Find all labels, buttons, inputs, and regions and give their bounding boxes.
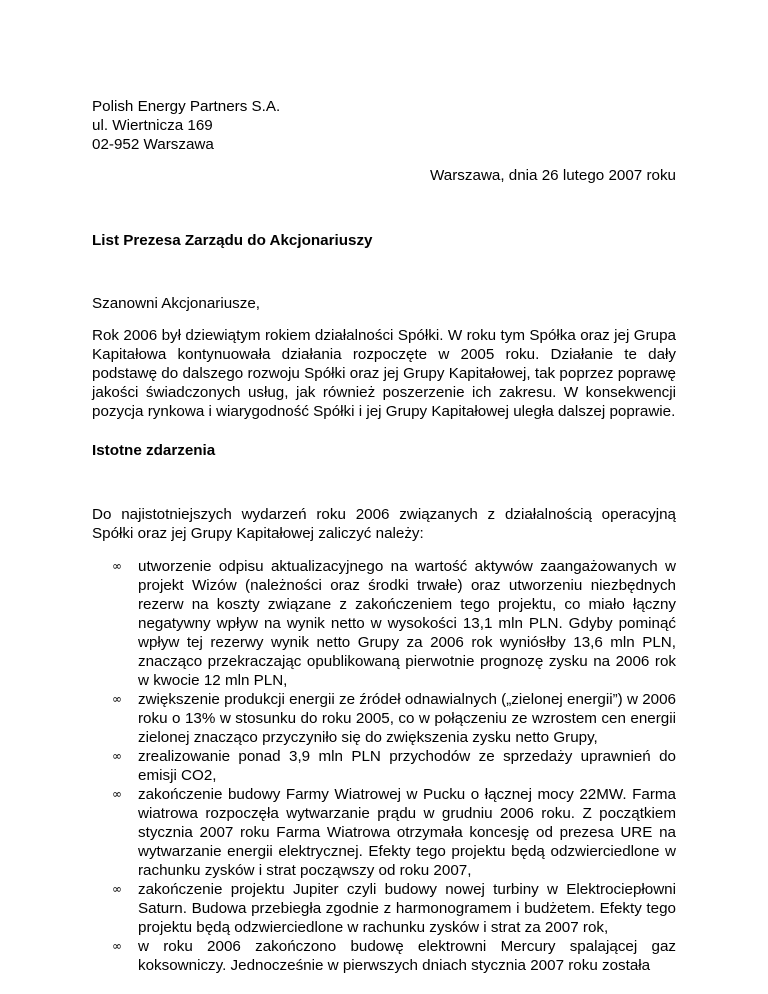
list-item — [0, 747, 768, 785]
bullet-icon: ∞ — [112, 692, 122, 706]
salutation: Szanowni Akcjonariusze, — [92, 295, 260, 312]
company-name: Polish Energy Partners S.A. — [92, 98, 281, 115]
events-list — [0, 557, 768, 975]
list-item — [0, 690, 768, 747]
place-and-date: Warszawa, dnia 26 lutego 2007 roku — [430, 167, 676, 184]
list-item — [0, 557, 768, 690]
list-item-text: zwiększenie produkcji energii ze źródeł odnawialnych („zielonej energii”) w 2006 roku o 13% w stosunku do roku 2005, co w połączeniu ze wzrostem cen energii zielonej znacząco przyczyniło się do zwiększenia zysku netto Grupy, — [138, 691, 676, 746]
bullet-icon: ∞ — [112, 882, 122, 896]
list-item — [0, 937, 768, 975]
list-item-text: w roku 2006 zakończono budowę elektrowni Mercury spalającej gaz koksowniczy. Jednocześnie w pierwszych dniach stycznia 2007 roku została — [138, 938, 676, 974]
bullet-icon: ∞ — [112, 749, 122, 763]
intro-paragraph: Rok 2006 był dziewiątym rokiem działalności Spółki. W roku tym Spółka oraz jej Grupa Kapitałowa kontynuowała działania rozpoczęte w 2005 roku. Działanie te dały podstawę do dalszego rozwoju Spółki oraz jej Grupy Kapitałowej, tak poprzez poprawę jakości świadczonych usług, jak również poszerzenie ich zakresu. W konsekwencji pozycja rynkowa i wiarygodność Spółki i jej Grupy Kapitałowej uległa dalszej poprawie. — [92, 327, 676, 420]
section-heading: Istotne zdarzenia — [92, 442, 216, 459]
list-item — [0, 880, 768, 937]
list-item — [0, 785, 768, 880]
events-lead-paragraph: Do najistotniejszych wydarzeń roku 2006 związanych z działalnością operacyjną Spółki oraz jej Grupy Kapitałowej zaliczyć należy: — [92, 506, 676, 542]
list-item-text: zrealizowanie ponad 3,9 mln PLN przychodów ze sprzedaży uprawnień do emisji CO2, — [138, 748, 676, 784]
list-item-text: utworzenie odpisu aktualizacyjnego na wartość aktywów zaangażowanych w projekt Wizów (należności oraz środki trwałe) oraz utworzeniu niezbędnych rezerw na koszty związane z zakończeniem tego projektu, co miało łączny negatywny wpływ na wynik netto w wysokości 13,1 mln PLN. Gdyby pominąć wpływ tej rezerwy wynik netto Grupy za 2006 rok wyniósłby 13,6 mln PLN, znacząco przekraczając opublikowaną pierwotnie prognozę zysku na 2006 rok w kwocie 12 mln PLN, — [138, 558, 676, 689]
list-item-text: zakończenie budowy Farmy Wiatrowej w Pucku o łącznej mocy 22MW. Farma wiatrowa rozpoczęła wytwarzanie prądu w grudniu 2006 roku. Z początkiem stycznia 2007 roku Farma Wiatrowa otrzymała koncesję od prezesa URE na wytwarzanie energii elektrycznej. Efekty tego projektu będą odzwierciedlone w rachunku zysków i strat począwszy od roku 2007, — [138, 786, 676, 879]
bullet-icon: ∞ — [112, 559, 122, 573]
list-item-text: zakończenie projektu Jupiter czyli budowy nowej turbiny w Elektrociepłowni Saturn. Budowa przebiegła zgodnie z harmonogramem i budżetem. Efekty tego projektu będą odzwierciedlone w rachunku zysków i strat za 2007 rok, — [138, 881, 676, 936]
bullet-icon: ∞ — [112, 787, 122, 801]
postal-city: 02-952 Warszawa — [92, 136, 214, 153]
letter-title: List Prezesa Zarządu do Akcjonariuszy — [92, 232, 373, 249]
street-address: ul. Wiertnicza 169 — [92, 117, 213, 134]
sender-address — [92, 97, 492, 154]
bullet-icon: ∞ — [112, 939, 122, 953]
